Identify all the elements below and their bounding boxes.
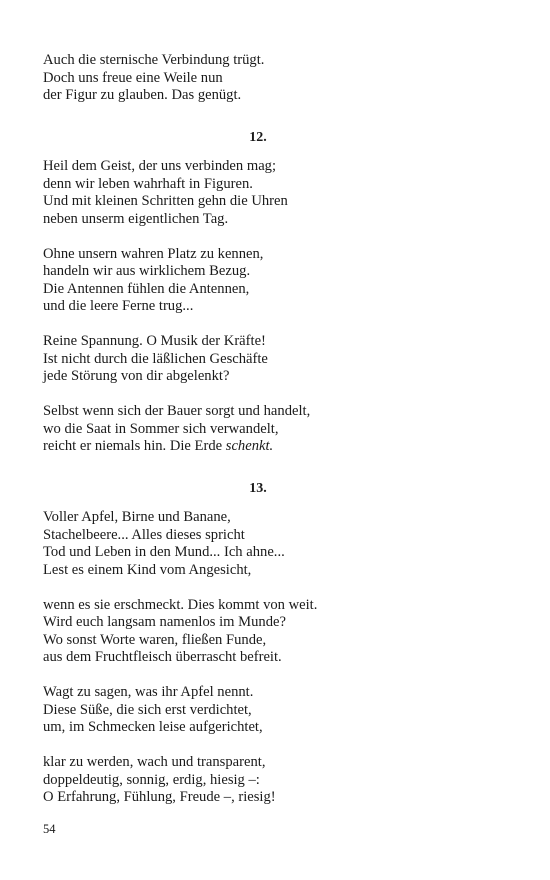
verse-line: Ist nicht durch die läßlichen Geschäfte (43, 350, 268, 367)
poem-13-stanza-3 (43, 684, 513, 737)
verse-line: Auch die sternische Verbindung trügt. (43, 52, 265, 68)
verse-line: um, im Schmecken leise aufgerichtet, (43, 719, 263, 735)
poem-13-stanza-2 (43, 597, 513, 667)
verse-line: Stachelbeere... Alles dieses spricht (43, 526, 245, 543)
verse-line: aus dem Fruchtfleisch überrascht befreit. (43, 649, 282, 665)
poem-12-stanza-4 (43, 403, 513, 456)
verse-line: und die leere Ferne trug... (43, 298, 194, 314)
verse-line: der Figur zu glauben. Das genügt. (43, 87, 242, 103)
poem-fragment-stanza (43, 52, 513, 105)
verse-line: wenn es sie erschmeckt. Dies kommt von weit. (43, 596, 318, 613)
verse-line: Selbst wenn sich der Bauer sorgt und handelt, (43, 403, 311, 419)
verse-line: Die Antennen fühlen die Antennen, (43, 280, 250, 297)
verse-line: Ohne unsern wahren Platz zu kennen, (43, 245, 264, 262)
verse-line: Reine Spannung. O Musik der Kräfte! (43, 333, 266, 349)
verse-line-text: reicht er niemals hin. Die Erde (43, 438, 226, 454)
verse-line: Tod und Leben in den Mund... Ich ahne... (43, 544, 285, 560)
verse-line: denn wir leben wahrhaft in Figuren. (43, 175, 253, 192)
page-number: 54 (43, 822, 56, 836)
verse-line: jede Störung von dir abgelenkt? (43, 368, 230, 384)
verse-line: Doch uns freue eine Weile nun (43, 69, 223, 86)
verse-line: Und mit kleinen Schritten gehn die Uhren (43, 193, 288, 209)
verse-line-with-emphasis (43, 438, 513, 456)
poem-number-13: 13. (249, 480, 267, 496)
poem-12-stanza-3 (43, 333, 513, 386)
verse-line: doppeldeutig, sonnig, erdig, hiesig –: (43, 771, 260, 788)
poem-13-stanza-4 (43, 754, 513, 807)
verse-line: Diese Süße, die sich erst verdichtet, (43, 701, 252, 718)
verse-line: neben unserm eigentlichen Tag. (43, 210, 229, 227)
verse-line: Wird euch langsam namenlos im Munde? (43, 614, 286, 630)
emphasized-word: schenkt. (225, 438, 274, 454)
verse-line: Wagt zu sagen, was ihr Apfel nennt. (43, 684, 254, 700)
text-block (43, 52, 513, 807)
verse-line: Heil dem Geist, der uns verbinden mag; (43, 158, 277, 174)
verse-line: klar zu werden, wach und transparent, (43, 754, 266, 770)
verse-line: wo die Saat in Sommer sich verwandelt, (43, 420, 279, 437)
poem-12-stanza-1 (43, 158, 513, 228)
verse-line: Lest es einem Kind vom Angesicht, (43, 561, 252, 578)
verse-line: Voller Apfel, Birne und Banane, (43, 509, 231, 525)
poem-12-stanza-2 (43, 246, 513, 316)
poem-number-12: 12. (249, 129, 267, 145)
verse-line: handeln wir aus wirklichem Bezug. (43, 263, 251, 279)
verse-line: Wo sonst Worte waren, fließen Funde, (43, 631, 267, 648)
poem-13-stanza-1 (43, 509, 513, 579)
verse-line: O Erfahrung, Fühlung, Freude –, riesig! (43, 789, 276, 805)
